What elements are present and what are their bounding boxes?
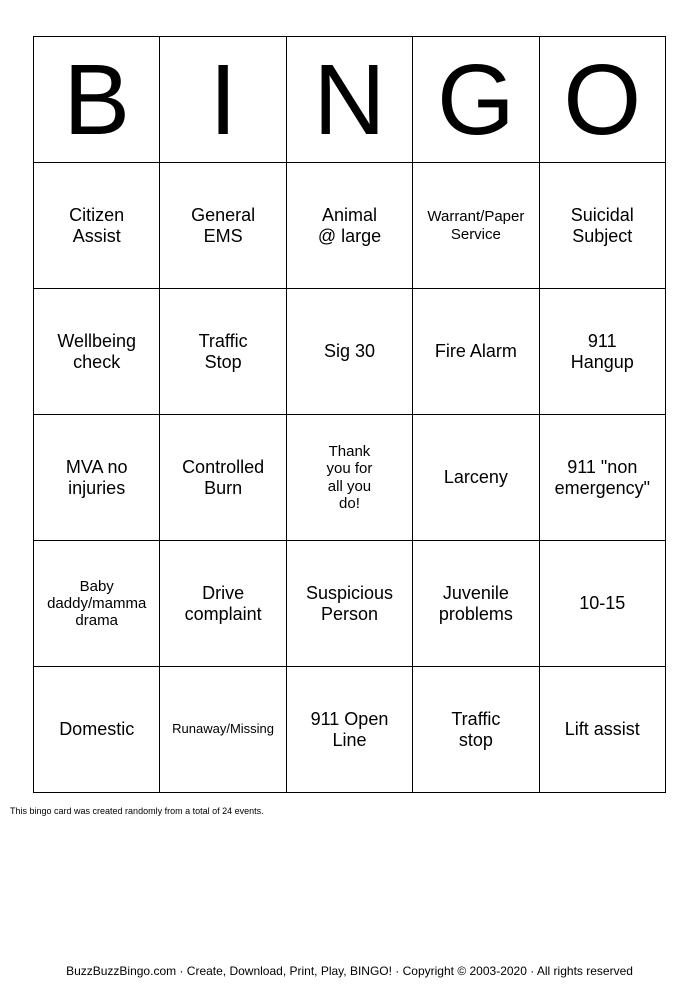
bingo-cell bbox=[539, 289, 665, 415]
cell-text: Domestic bbox=[59, 719, 135, 740]
card-row bbox=[34, 163, 666, 289]
bingo-cell bbox=[286, 289, 412, 415]
bingo-cell bbox=[413, 541, 539, 667]
bingo-cell bbox=[413, 667, 539, 793]
cell-text: Citizen Assist bbox=[69, 204, 125, 246]
cell-text: 911 Open Line bbox=[310, 708, 389, 750]
header-letter-b: B bbox=[34, 37, 160, 163]
cell-text: 911 "non emergency" bbox=[554, 456, 650, 498]
bingo-cell bbox=[34, 163, 160, 289]
footer-copyright: BuzzBuzzBingo.com · Create, Download, Print, Play, BINGO! · Copyright © 2003-2020 · All rights reserved bbox=[66, 964, 633, 978]
card-row bbox=[34, 667, 666, 793]
bingo-card bbox=[33, 36, 666, 793]
cell-text: Controlled Burn bbox=[182, 456, 265, 498]
cell-text: Drive complaint bbox=[184, 582, 262, 624]
header-letter-i: I bbox=[160, 37, 286, 163]
cell-text: MVA no injuries bbox=[65, 456, 128, 498]
cell-text: Baby daddy/mamma drama bbox=[47, 577, 147, 630]
bingo-cell bbox=[160, 415, 286, 541]
bingo-cell bbox=[286, 667, 412, 793]
bingo-cell bbox=[160, 163, 286, 289]
cell-text: Suspicious Person bbox=[305, 582, 393, 624]
header-letter-o: O bbox=[539, 37, 665, 163]
bingo-cell bbox=[160, 667, 286, 793]
cell-text: Lift assist bbox=[564, 719, 640, 740]
header-letter-n: N bbox=[286, 37, 412, 163]
bingo-cell bbox=[160, 541, 286, 667]
cell-text: Traffic Stop bbox=[198, 330, 248, 372]
bingo-cell bbox=[34, 415, 160, 541]
cell-text: Wellbeing check bbox=[57, 330, 137, 372]
header-row bbox=[34, 37, 666, 163]
bingo-cell bbox=[539, 541, 665, 667]
cell-text: Suicidal Subject bbox=[570, 204, 634, 246]
bingo-cell bbox=[539, 667, 665, 793]
bingo-cell bbox=[413, 163, 539, 289]
cell-text: 10-15 bbox=[579, 593, 626, 614]
bingo-cell bbox=[160, 289, 286, 415]
cell-text: Traffic stop bbox=[451, 708, 501, 750]
card-row bbox=[34, 541, 666, 667]
bingo-cell bbox=[539, 415, 665, 541]
bingo-cell bbox=[34, 289, 160, 415]
cell-text: Sig 30 bbox=[323, 341, 375, 362]
free-space-cell bbox=[286, 415, 412, 541]
cell-text: General EMS bbox=[191, 204, 256, 246]
generation-note: This bingo card was created randomly from a total of 24 events. bbox=[10, 806, 264, 816]
card-row bbox=[34, 415, 666, 541]
bingo-cell bbox=[34, 541, 160, 667]
cell-text: Fire Alarm bbox=[434, 341, 517, 362]
cell-text: Warrant/Paper Service bbox=[427, 208, 525, 243]
cell-text: 911 Hangup bbox=[570, 330, 634, 372]
free-space-text: Thank you for all you do! bbox=[326, 443, 373, 512]
cell-text: Juvenile problems bbox=[438, 582, 513, 624]
header-letter-g: G bbox=[413, 37, 539, 163]
bingo-cell bbox=[286, 163, 412, 289]
cell-text: Animal @ large bbox=[317, 204, 382, 246]
bingo-cell bbox=[34, 667, 160, 793]
cell-text: Runaway/Missing bbox=[172, 721, 275, 737]
bingo-cell bbox=[413, 415, 539, 541]
bingo-cell bbox=[286, 541, 412, 667]
bingo-cell bbox=[539, 163, 665, 289]
card-row bbox=[34, 289, 666, 415]
cell-text: Larceny bbox=[443, 467, 508, 488]
bingo-cell bbox=[413, 289, 539, 415]
